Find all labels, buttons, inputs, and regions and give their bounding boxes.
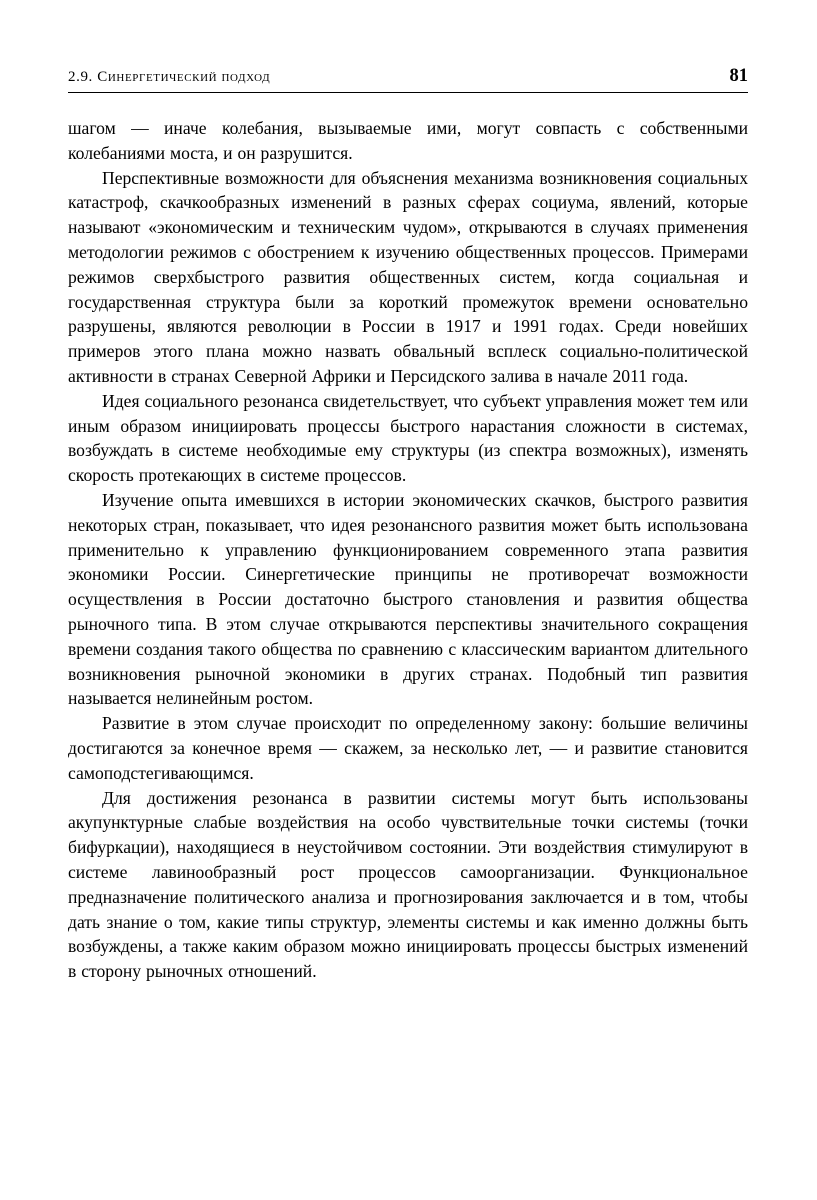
- page-header: [68, 66, 748, 87]
- paragraph: шагом — иначе колебания, вызываемые ими, могут совпасть с собственными колебаниями моста, и он разрушится.: [68, 118, 748, 163]
- header-rule: [68, 92, 748, 93]
- paragraph: Изучение опыта имевшихся в истории экономических скачков, быстрого развития некоторых стран, показывает, что идея резонансного развития может быть использована применительно к управлению функционированием современного этапа развития экономики России. Синергетические принципы не противоречат возможности осуществления в России достаточно быстрого становления и развития общества рыночного типа. В этом случае открываются перспективы значительного сокращения времени создания такого общества по сравнению с классическим вариантом длительного возникновения рыночной экономики в других странах. Подобный тип развития называется нелинейным ростом.: [68, 489, 748, 709]
- body-text: [68, 116, 748, 984]
- page-number: 81: [729, 66, 748, 86]
- running-title: 2.9. Синергетический подход: [68, 69, 271, 85]
- paragraph: Для достижения резонанса в развитии системы могут быть использованы акупунктурные слабые воздействия на особо чувствительные точки системы (точки бифуркации), находящиеся в неустойчивом состоянии. Эти воздействия стимулируют в системе лавинообразный рост процессов самоорганизации. Функциональное предназначение политического анализа и прогнозирования заключается и в том, чтобы дать знание о том, какие типы структур, элементы системы и как именно должны быть возбуждены, а также каким образом можно инициировать процессы быстрых изменений в сторону рыночных отношений.: [68, 787, 748, 982]
- paragraph: Развитие в этом случае происходит по определенному закону: большие величины достигаются за конечное время — скажем, за несколько лет, — и развитие становится самоподстегивающимся.: [68, 713, 748, 783]
- paragraph: Перспективные возможности для объяснения механизма возникновения социальных катастроф, скачкообразных изменений в разных сферах социума, явлений, которые называют «экономическим и техническим чудом», открываются в случаях применения методологии режимов с обострением к изучению общественных процессов. Примерами режимов сверхбыстрого развития общественных систем, когда социальная и государственная структура были за короткий промежуток времени основательно разрушены, являются революции в России в 1917 и 1991 годах. Среди новейших примеров этого плана можно назвать обвальный всплеск социально-политической активности в странах Северной Африки и Персидского залива в начале 2011 года.: [68, 167, 748, 386]
- paragraph: Идея социального резонанса свидетельствует, что субъект управления может тем или иным образом инициировать процессы быстрого нарастания сложности в системах, возбуждать в системе необходимые ему структуры (из спектра возможных), изменять скорость протекающих в системе процессов.: [68, 390, 748, 486]
